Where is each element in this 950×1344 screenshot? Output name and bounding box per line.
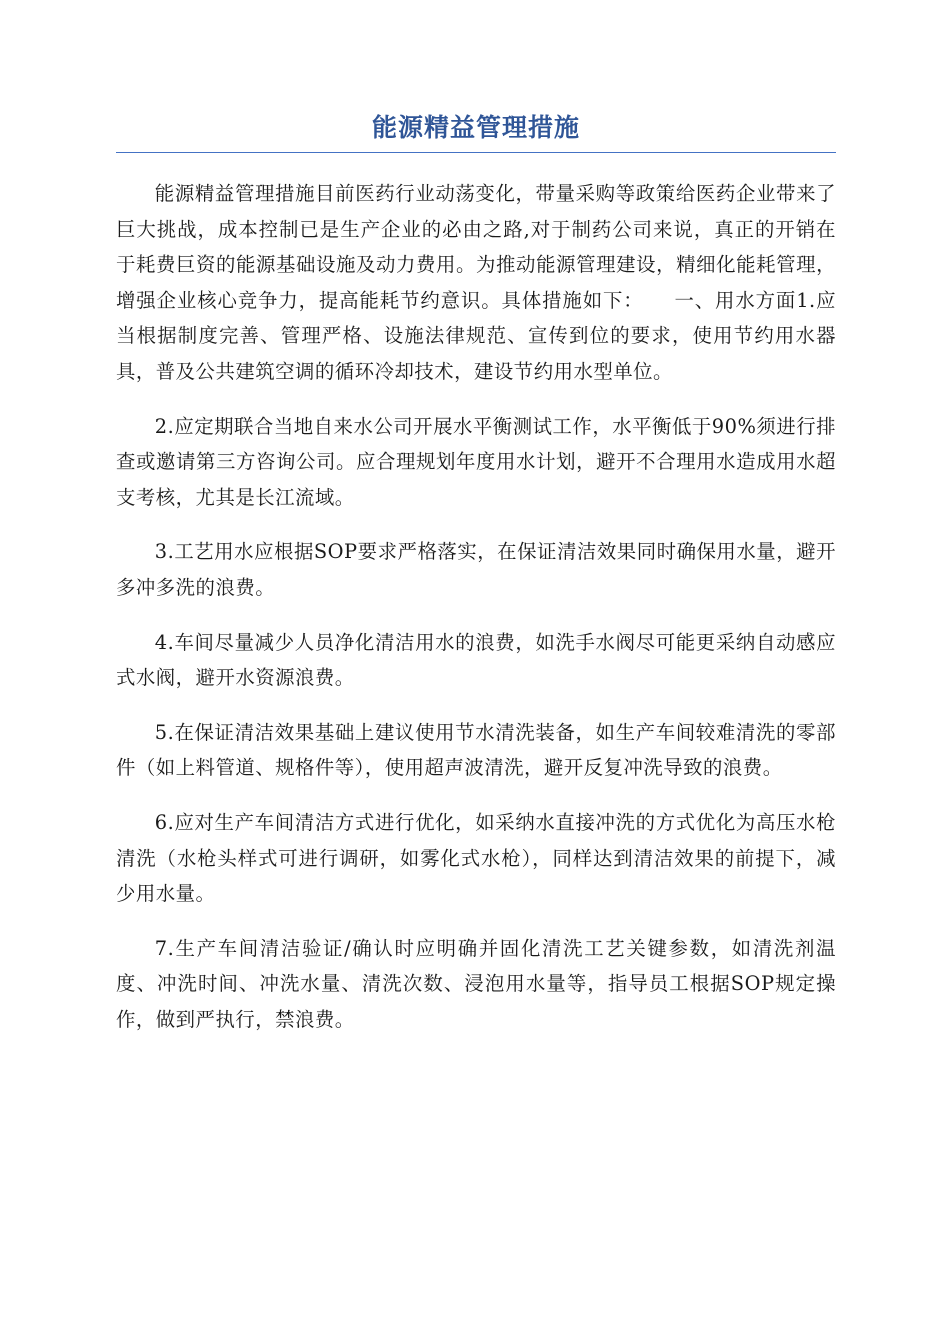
paragraph-item-6: 6.应对生产车间清洁方式进行优化，如采纳水直接冲洗的方式优化为高压水枪清洗（水枪头样式可进行调研，如雾化式水枪），同样达到清洁效果的前提下，减少用水量。 (116, 810, 836, 906)
document-body (116, 176, 836, 1037)
paragraph-intro: 能源精益管理措施目前医药行业动荡变化，带量采购等政策给医药企业带来了巨大挑战，成本控制已是生产企业的必由之路,对于制药公司来说，真正的开销在于耗费巨资的能源基础设施及动力费用。为推动能源管理建设，精细化能耗管理，增强企业核心竞争力，提高能耗节约意识。具体措施如下： 一、用水方面1.应当根据制度完善、管理严格、设施法律规范、宣传到位的要求，使用节约用水器具，普及公共建筑空调的循环冷却技术，建设节约用水型单位。 (116, 182, 836, 383)
paragraph-item-2: 2.应定期联合当地自来水公司开展水平衡测试工作，水平衡低于90%须进行排查或邀请第三方咨询公司。应合理规划年度用水计划，避开不合理用水造成用水超支考核，尤其是长江流域。 (116, 414, 836, 509)
paragraph-item-3: 3.工艺用水应根据SOP要求严格落实，在保证清洁效果同时确保用水量，避开多冲多洗的浪费。 (116, 540, 836, 599)
paragraph-item-4: 4.车间尽量减少人员净化清洁用水的浪费，如洗手水阀尽可能更采纳自动感应式水阀，避开水资源浪费。 (116, 630, 836, 690)
document-title: 能源精益管理措施 (116, 108, 836, 153)
paragraph-item-5: 5.在保证清洁效果基础上建议使用节水清洗装备，如生产车间较难清洗的零部件（如上料管道、规格件等），使用超声波清洗，避开反复冲洗导致的浪费。 (116, 720, 836, 780)
document-page (116, 108, 836, 1056)
paragraph-item-7: 7.生产车间清洁验证/确认时应明确并固化清洗工艺关键参数，如清洗剂温度、冲洗时间、冲洗水量、清洗次数、浸泡用水量等，指导员工根据SOP规定操作，做到严执行，禁浪费。 (116, 936, 836, 1031)
